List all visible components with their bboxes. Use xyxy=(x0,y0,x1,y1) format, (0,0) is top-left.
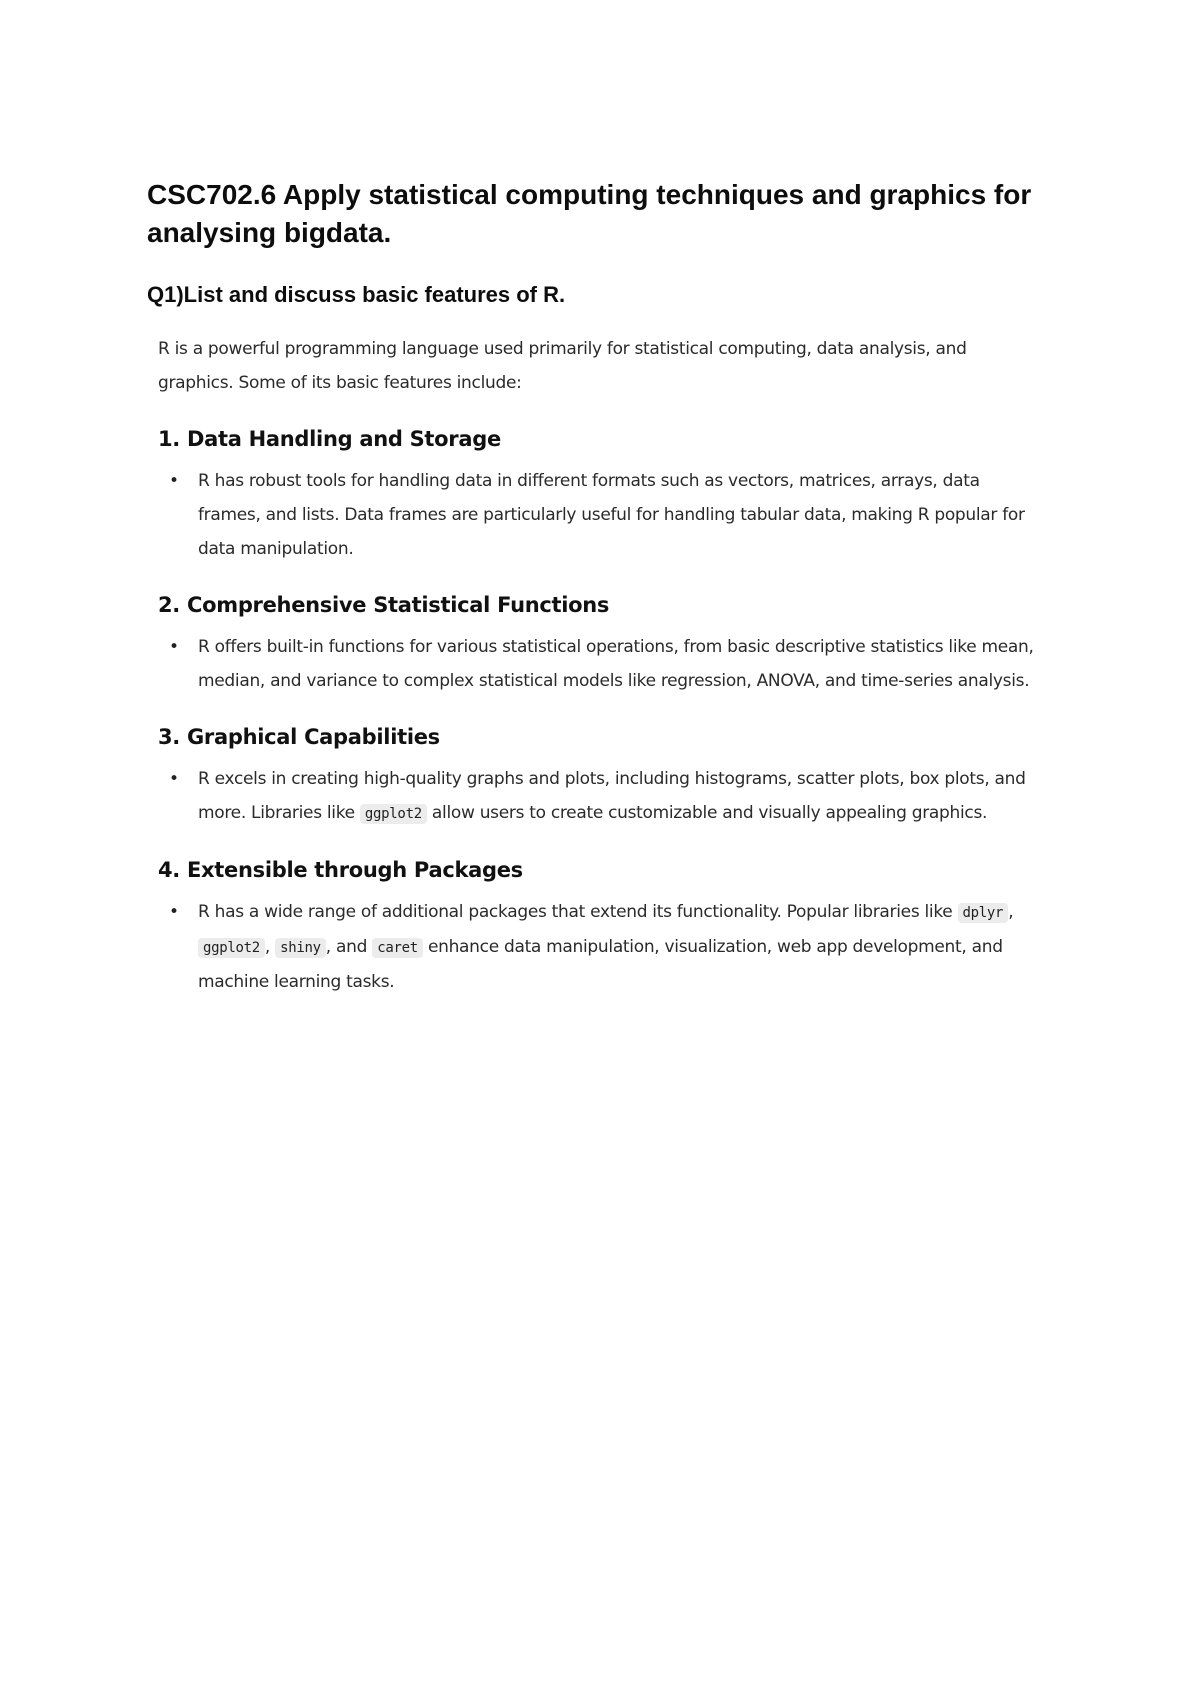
list-item xyxy=(169,762,1038,831)
feature-heading: 1. Data Handling and Storage xyxy=(158,427,501,451)
feature-section-statistical-functions xyxy=(158,588,1038,698)
document-title: CSC702.6 Apply statistical computing techniques and graphics for analysing bigdata. xyxy=(147,179,1032,248)
feature-heading: 2. Comprehensive Statistical Functions xyxy=(158,593,610,617)
feature-text: , and xyxy=(325,937,373,957)
list-item xyxy=(169,630,1038,698)
bullet-icon: • xyxy=(169,637,179,657)
inline-code: ggplot2 xyxy=(198,938,265,958)
feature-text: enhance data manipulation, visualization, web app development, and machine learning tasks. xyxy=(198,937,1003,992)
feature-list xyxy=(158,895,1038,999)
feature-text: R offers built-in functions for various statistical operations, from basic descriptive statistics like mean, median, and variance to complex statistical models like regression, ANOVA, and time-series analysis. xyxy=(198,637,1034,691)
feature-text: R excels in creating high-quality graphs and plots, including histograms, scatter plots, box plots, and more. Libraries like xyxy=(198,769,1026,823)
feature-text: R has a wide range of additional packages that extend its functionality. Popular libraries like xyxy=(198,902,958,922)
answer-content xyxy=(158,332,1038,999)
bullet-icon: • xyxy=(169,471,179,491)
feature-text: R has robust tools for handling data in different formats such as vectors, matrices, arrays, data frames, and lists. Data frames are particularly useful for handling tabular data, making R popular for data manipulation. xyxy=(198,471,1025,559)
intro-paragraph: R is a powerful programming language used primarily for statistical computing, data analysis, and graphics. Some of its basic features include: xyxy=(158,339,967,393)
feature-text: , xyxy=(1008,902,1014,922)
feature-text: allow users to create customizable and visually appealing graphics. xyxy=(426,803,988,823)
feature-list xyxy=(158,464,1038,566)
feature-list xyxy=(158,762,1038,831)
inline-code: shiny xyxy=(275,938,326,958)
question-heading: Q1)List and discuss basic features of R. xyxy=(147,282,566,307)
bullet-icon: • xyxy=(169,769,179,789)
feature-section-packages xyxy=(158,853,1038,999)
inline-code: caret xyxy=(372,938,423,958)
list-item xyxy=(169,464,1038,566)
feature-heading: 4. Extensible through Packages xyxy=(158,858,523,882)
feature-section-data-handling xyxy=(158,422,1038,566)
feature-list xyxy=(158,630,1038,698)
feature-heading: 3. Graphical Capabilities xyxy=(158,725,440,749)
bullet-icon: • xyxy=(169,902,179,922)
feature-text: , xyxy=(264,937,276,957)
inline-code: ggplot2 xyxy=(360,804,427,824)
inline-code: dplyr xyxy=(958,903,1009,923)
feature-section-graphical-capabilities xyxy=(158,720,1038,831)
list-item xyxy=(169,895,1038,999)
